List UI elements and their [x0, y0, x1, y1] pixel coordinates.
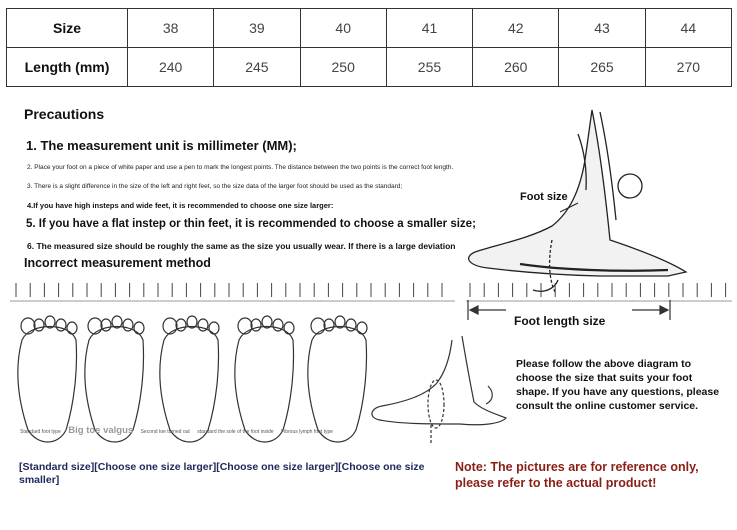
length-cell: 240 — [128, 48, 214, 87]
size-row-header: Size — [7, 9, 128, 48]
caption-sole: standard the sole of the foot inside — [197, 429, 274, 435]
length-cell: 260 — [473, 48, 559, 87]
toe-outline — [163, 318, 177, 334]
toe-outline — [346, 319, 356, 331]
precautions-title: Precautions — [24, 106, 105, 122]
toe-outline — [311, 318, 325, 334]
incorrect-method-title: Incorrect measurement method — [24, 256, 211, 270]
toe-outline — [67, 322, 77, 334]
toe-outline — [238, 318, 252, 334]
length-cell: 270 — [645, 48, 731, 87]
size-cell: 38 — [128, 9, 214, 48]
toe-outline — [123, 319, 133, 331]
toe-outline — [88, 318, 102, 334]
precaution-item: 6. The measured size should be roughly the same as the size you usually wear. If there is a large deviation — [27, 241, 456, 251]
ruler-ticks — [16, 283, 726, 297]
size-cell: 41 — [386, 9, 472, 48]
side-foot-illustration — [469, 110, 686, 292]
caption-fibrous: Fibrous lymph foot type — [281, 429, 334, 435]
length-cell: 255 — [386, 48, 472, 87]
toe-outline — [134, 322, 144, 334]
size-choices: [Standard size][Choose one size larger][Choose one size larger][Choose one size smaller] — [19, 461, 425, 486]
caption-standard: Standard foot type — [20, 429, 61, 435]
precaution-item: 2. Place your foot on a piece of white paper and use a pen to mark the longest points. The distance between the two points is the correct foot length. — [27, 164, 454, 171]
size-cell: 42 — [473, 9, 559, 48]
toe-outline — [21, 318, 35, 334]
size-cell: 43 — [559, 9, 645, 48]
measuring-foot-illustration — [372, 336, 506, 444]
toe-outline — [198, 319, 208, 331]
follow-instructions: Please follow the above diagram to choose the size that suits your foot shape. If you have any questions, please consult the online customer service. — [516, 358, 720, 412]
length-cell: 265 — [559, 48, 645, 87]
toe-outline — [56, 319, 66, 331]
foot-length-label: Foot length size — [514, 314, 606, 328]
size-cell: 39 — [214, 9, 300, 48]
precaution-item: 3. There is a slight difference in the size of the left and right feet, so the size data of the larger foot should be used as the standard; — [27, 183, 403, 190]
toe-outline — [284, 322, 294, 334]
precaution-item: 5. If you have a flat instep or thin feet, it is recommended to choose a smaller size; — [26, 218, 476, 230]
toe-outline — [357, 322, 367, 334]
footprints — [18, 316, 367, 442]
toe-outline — [273, 319, 283, 331]
length-row-header: Length (mm) — [7, 48, 128, 87]
toe-outline — [209, 322, 219, 334]
size-cell: 40 — [300, 9, 386, 48]
precaution-item: 1. The measurement unit is millimeter (MM); — [26, 138, 297, 153]
foot-type-captions — [20, 425, 339, 436]
reference-note: Note: The pictures are for reference only, please refer to the actual product! — [455, 460, 699, 490]
foot-size-label: Foot size — [520, 191, 568, 203]
caption-big-toe: Big toe valgus — [68, 425, 134, 436]
caption-second-toe: Second toe turned out — [140, 429, 190, 435]
precaution-item: 4.If you have high insteps and wide feet, it is recommended to choose one size larger: — [27, 201, 334, 210]
size-cell: 44 — [645, 9, 731, 48]
length-cell: 245 — [214, 48, 300, 87]
length-cell: 250 — [300, 48, 386, 87]
